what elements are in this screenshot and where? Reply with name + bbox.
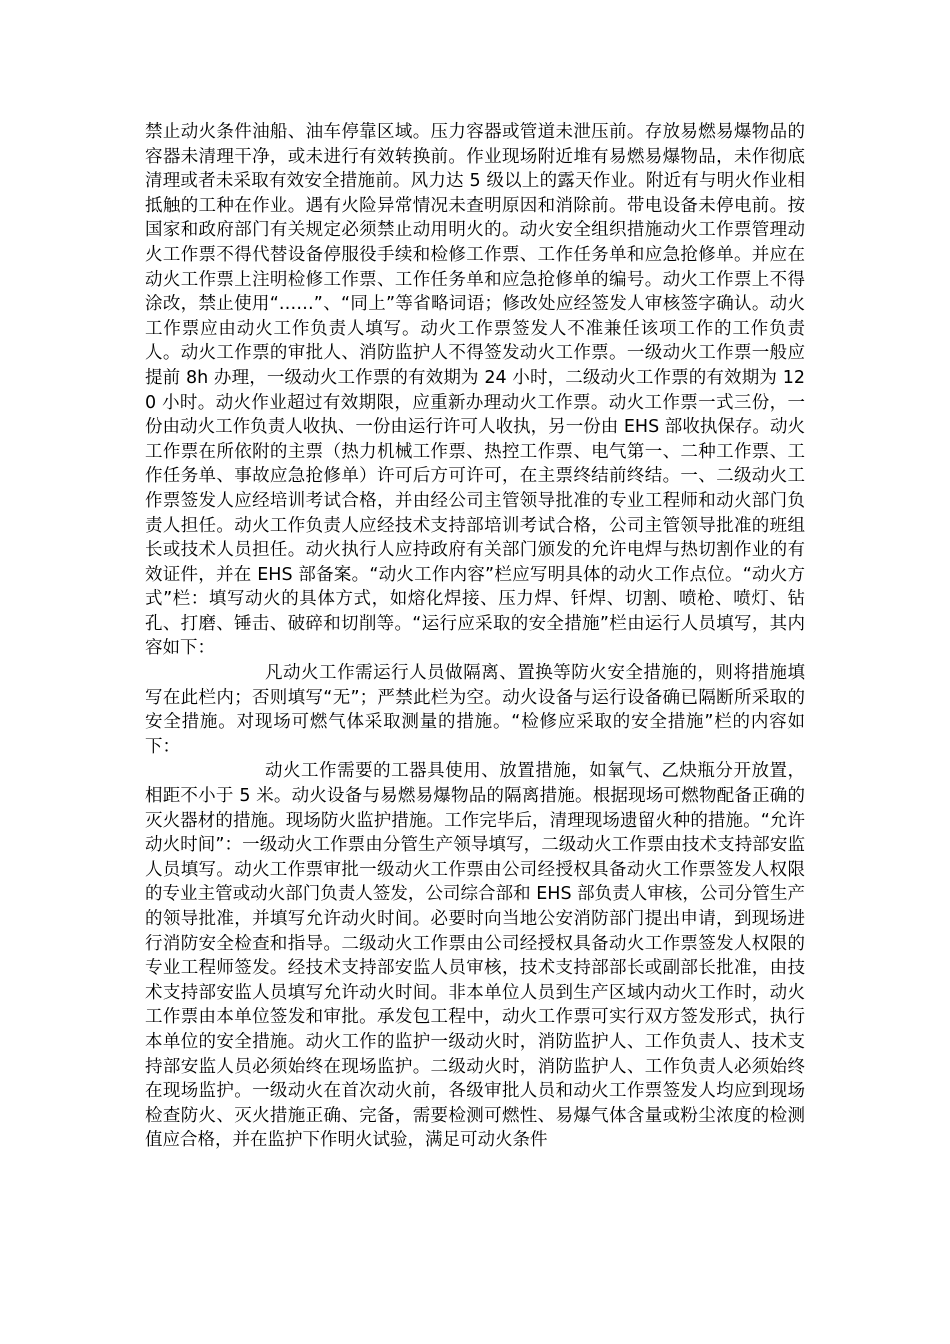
- paragraph-maintenance-safety-measures: 动火工作需要的工器具使用、放置措施，如氧气、乙炔瓶分开放置，相距不小于 5 米。动火设备与易燃易爆物品的隔离措施。根据现场可燃物配备正确的灭火器材的措施。现场防火监护措施。工作完毕后，清理现场遗留火种的措施。“允许动火时间”：一级动火工作票由分管生产领导填写，二级动火工作票由技术支持部安监人员填写。动火工作票审批一级动火工作票由公司经授权具备动火工作票签发人权限的专业主管或动火部门负责人签发，公司综合部和 EHS 部负责人审核，公司分管生产的领导批准，并填写允许动火时间。必要时向当地公安消防部门提出申请，到现场进行消防安全检查和指导。二级动火工作票由公司经授权具备动火工作票签发人权限的专业工程师签发。经技术支持部安监人员审核，技术支持部部长或副部长批准，由技术支持部安监人员填写允许动火时间。非本单位人员到生产区域内动火工作时，动火工作票由本单位签发和审批。承发包工程中，动火工作票可实行双方签发形式，执行本单位的安全措施。动火工作的监护一级动火时，消防监护人、工作负责人、技术支持部安监人员必须始终在现场监护。二级动火时，消防监护人、工作负责人必须始终在现场监护。一级动火在首次动火前，各级审批人员和动火工作票签发人均应到现场检查防火、灭火措施正确、完备，需要检测可燃性、易爆气体含量或粉尘浓度的检测值应合格，并在监护下作明火试验，满足可动火条件: [145, 761, 805, 1151]
- paragraph-fire-prohibition-and-permit-rules: 禁止动火条件油船、油车停靠区域。压力容器或管道未泄压前。存放易燃易爆物品的容器未清理干净，或未进行有效转换前。作业现场附近堆有易燃易爆物品，未作彻底清理或者未采取有效安全措施前。风力达 5 级以上的露天作业。附近有与明火作业相抵触的工种在作业。遇有火险异常情况未查明原因和消除前。带电设备未停电前。按国家和政府部门有关规定必须禁止动用明火的。动火安全组织措施动火工作票管理动火工作票不得代替设备停服役手续和检修工作票、工作任务单和应急抢修单。并应在动火工作票上注明检修工作票、工作任务单和应急抢修单的编号。动火工作票上不得涂改，禁止使用“……”、“同上”等省略词语；修改处应经签发人审核签字确认。动火工作票应由动火工作负责人填写。动火工作票签发人不准兼任该项工作的工作负责人。动火工作票的审批人、消防监护人不得签发动火工作票。一级动火工作票一般应提前 8h 办理，一级动火工作票的有效期为 24 小时，二级动火工作票的有效期为 120 小时。动火作业超过有效期限，应重新办理动火工作票。动火工作票一式三份，一份由动火工作负责人收执、一份由运行许可人收执，另一份由 EHS 部收执保存。动火工作票在所依附的主票（热力机械工作票、热控工作票、电气第一、二种工作票、工作任务单、事故应急抢修单）许可后方可许可，在主票终结前终结。一、二级动火工作票签发人应经培训考试合格，并由经公司主管领导批准的专业工程师和动火部门负责人担任。动火工作负责人应经技术支持部培训考试合格，公司主管领导批准的班组长或技术人员担任。动火执行人应持政府有关部门颁发的允许电焊与热切割作业的有效证件，并在 EHS 部备案。“动火工作内容”栏应写明具体的动火工作点位。“动火方式”栏：填写动火的具体方式，如熔化焊接、压力焊、钎焊、切割、喷枪、喷灯、钻孔、打磨、锤击、破碎和切削等。“运行应采取的安全措施”栏由运行人员填写，其内容如下：: [145, 122, 805, 659]
- body-text: [145, 120, 805, 1153]
- paragraph-operation-safety-measures: 凡动火工作需运行人员做隔离、置换等防火安全措施的，则将措施填写在此栏内；否则填写“无”；严禁此栏为空。动火设备与运行设备确已隔断所采取的安全措施。对现场可燃气体采取测量的措施。“检修应采取的安全措施”栏的内容如下：: [145, 663, 805, 757]
